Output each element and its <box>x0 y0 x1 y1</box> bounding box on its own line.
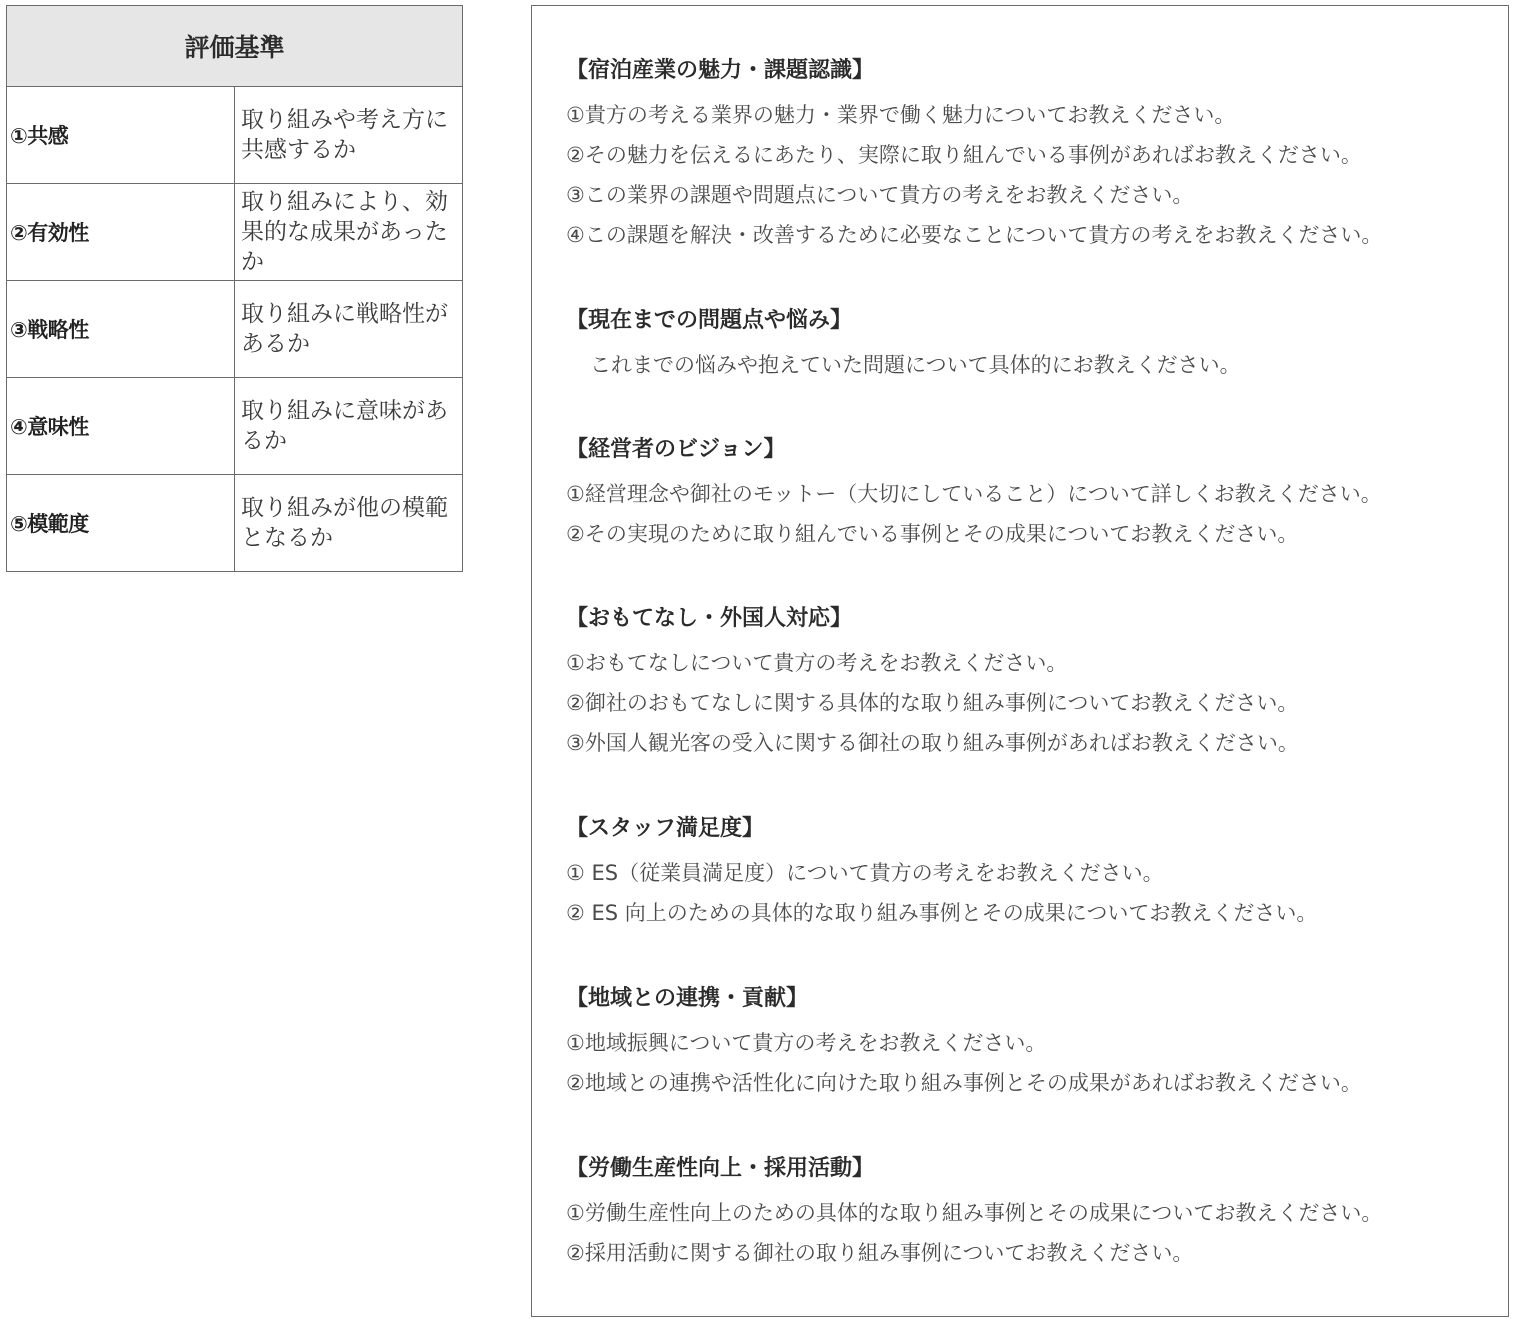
criteria-description: 取り組みに戦略性があるか <box>235 281 463 378</box>
question-item: ②その魅力を伝えるにあたり、実際に取り組んでいる事例があればお教えください。 <box>566 143 1362 167</box>
question-list <box>566 479 1498 559</box>
question-item: ②地域との連携や活性化に向けた取り組み事例とその成果があればお教えください。 <box>566 1071 1362 1095</box>
section-industry-appeal <box>566 56 1498 260</box>
question-list <box>566 1198 1498 1278</box>
question-item: ①おもてなしについて貴方の考えをお教えください。 <box>566 651 1068 675</box>
question-item: ④この課題を解決・改善するために必要なことについて貴方の考えをお教えください。 <box>566 223 1383 247</box>
criteria-row <box>7 378 463 475</box>
section-problems <box>566 306 1498 390</box>
criteria-name: ⑤模範度 <box>7 475 235 572</box>
criteria-description: 取り組みにより、効果的な成果があったか <box>235 184 463 281</box>
section-title: 【スタッフ満足度】 <box>566 816 765 841</box>
criteria-name: ②有効性 <box>7 184 235 281</box>
section-hospitality <box>566 604 1498 768</box>
questions-box <box>531 5 1509 1317</box>
question-item: ②採用活動に関する御社の取り組み事例についてお教えください。 <box>566 1241 1194 1265</box>
criteria-header: 評価基準 <box>7 6 463 87</box>
criteria-description: 取り組みが他の模範となるか <box>235 475 463 572</box>
question-item: ①労働生産性向上のための具体的な取り組み事例とその成果についてお教えください。 <box>566 1201 1383 1225</box>
section-vision <box>566 435 1498 559</box>
criteria-row <box>7 281 463 378</box>
question-item: これまでの悩みや抱えていた問題について具体的にお教えください。 <box>590 353 1241 377</box>
question-item: ② ES 向上のための具体的な取り組み事例とその成果についてお教えください。 <box>566 901 1318 925</box>
question-list <box>566 858 1498 938</box>
section-title: 【現在までの問題点や悩み】 <box>566 308 853 333</box>
question-item: ②その実現のために取り組んでいる事例とその成果についてお教えください。 <box>566 522 1299 546</box>
question-list <box>566 1028 1498 1108</box>
section-community <box>566 984 1498 1108</box>
section-title: 【経営者のビジョン】 <box>566 437 786 462</box>
section-title: 【労働生産性向上・採用活動】 <box>566 1156 875 1181</box>
section-title: 【地域との連携・貢献】 <box>566 986 809 1011</box>
criteria-table <box>6 5 463 572</box>
question-item: ②御社のおもてなしに関する具体的な取り組み事例についてお教えください。 <box>566 691 1299 715</box>
criteria-row <box>7 475 463 572</box>
criteria-description: 取り組みや考え方に共感するか <box>235 87 463 184</box>
question-item: ③外国人観光客の受入に関する御社の取り組み事例があればお教えください。 <box>566 731 1299 755</box>
question-list <box>566 350 1498 390</box>
question-item: ① ES（従業員満足度）について貴方の考えをお教えください。 <box>566 861 1164 885</box>
criteria-row <box>7 87 463 184</box>
criteria-name: ④意味性 <box>7 378 235 475</box>
criteria-row <box>7 184 463 281</box>
section-productivity <box>566 1154 1498 1278</box>
criteria-name: ①共感 <box>7 87 235 184</box>
question-list <box>566 100 1498 260</box>
question-item: ①経営理念や御社のモットー（大切にしていること）について詳しくお教えください。 <box>566 482 1382 506</box>
section-title: 【おもてなし・外国人対応】 <box>566 606 853 631</box>
criteria-description: 取り組みに意味があるか <box>235 378 463 475</box>
section-staff-satisfaction <box>566 814 1498 938</box>
question-item: ①地域振興について貴方の考えをお教えください。 <box>566 1031 1047 1055</box>
question-list <box>566 648 1498 768</box>
section-title: 【宿泊産業の魅力・課題認識】 <box>566 58 875 83</box>
question-item: ①貴方の考える業界の魅力・業界で働く魅力についてお教えください。 <box>566 103 1236 127</box>
question-item: ③この業界の課題や問題点について貴方の考えをお教えください。 <box>566 183 1194 207</box>
criteria-name: ③戦略性 <box>7 281 235 378</box>
